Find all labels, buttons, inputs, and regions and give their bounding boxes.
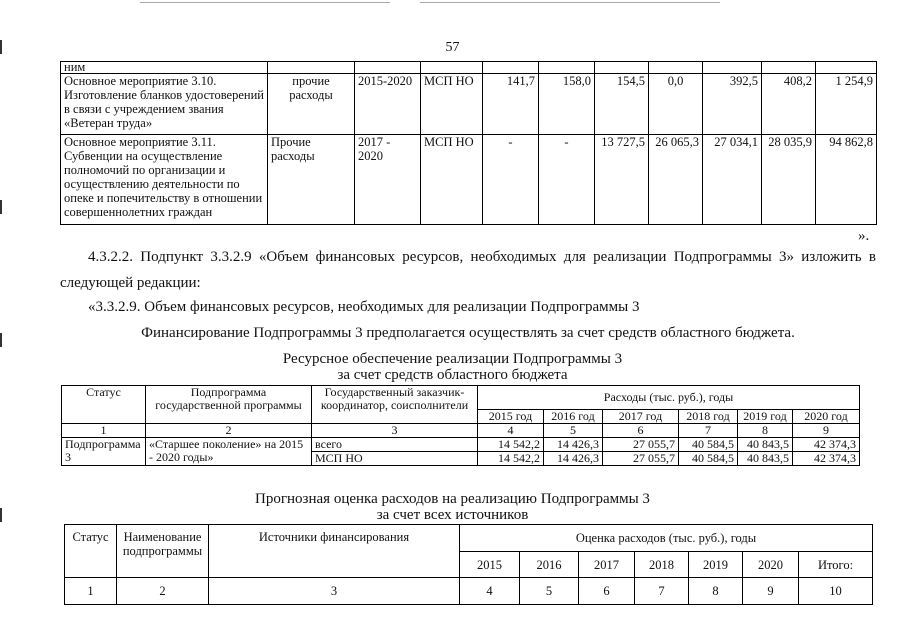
value-2016: 158,0 <box>539 74 595 135</box>
header-expenses: Расходы (тыс. руб.), годы <box>478 386 860 410</box>
value-total: 94 862,8 <box>816 135 877 225</box>
page-number: 57 <box>445 40 460 55</box>
expense-value: 14 542,2 <box>478 452 544 466</box>
expense-value: 40 584,5 <box>679 438 738 452</box>
header-year: 2019 год <box>738 410 793 424</box>
header-year: 2019 <box>689 552 743 578</box>
header-total: Итого: <box>799 552 873 578</box>
expense-value: 14 426,3 <box>544 452 603 466</box>
column-number: 1 <box>62 424 146 438</box>
header-year: 2017 <box>579 552 635 578</box>
header-year: 2020 год <box>793 410 860 424</box>
paragraph-section-title: «3.3.2.9. Объем финансовых ресурсов, необходимых для реализации Подпрограммы 3 <box>88 299 640 315</box>
column-number: 8 <box>738 424 793 438</box>
executor: МСП НО <box>421 74 483 135</box>
table2-caption: Ресурсное обеспечение реализации Подпрограммы 3 <box>282 351 623 367</box>
header-sources: Источники финансирования <box>209 525 460 578</box>
expense-value: 40 584,5 <box>679 452 738 466</box>
value-2017: 154,5 <box>595 74 649 135</box>
header-year: 2015 <box>460 552 520 578</box>
column-number: 1 <box>65 578 117 605</box>
table-numbering-row <box>62 424 860 438</box>
scan-margin-mark <box>0 200 2 214</box>
table3-caption-sub: за счет всех источников <box>376 507 529 523</box>
scan-top-rule <box>140 2 390 3</box>
value-total: 1 254,9 <box>816 74 877 135</box>
header-year: 2016 <box>520 552 579 578</box>
header-status: Статус <box>62 386 146 424</box>
period: 2017 - 2020 <box>355 135 421 225</box>
header-year: 2015 год <box>478 410 544 424</box>
activities-table <box>60 61 877 225</box>
expense-type: Прочие расходы <box>268 135 355 225</box>
value-2018: 0,0 <box>649 74 703 135</box>
forecast-table <box>64 524 873 605</box>
scan-top-rule <box>420 2 720 3</box>
column-number: 7 <box>679 424 738 438</box>
closing-quote: ». <box>858 228 870 244</box>
column-number: 9 <box>793 424 860 438</box>
customer-cell: МСП НО <box>312 452 478 466</box>
table-header-row <box>65 525 873 552</box>
header-year: 2017 год <box>603 410 679 424</box>
program-cell: «Старшее поколение» на 2015 - 2020 годы» <box>146 438 312 466</box>
expense-value: 27 055,7 <box>603 452 679 466</box>
column-number: 6 <box>603 424 679 438</box>
value-2017: 13 727,5 <box>595 135 649 225</box>
header-estimate: Оценка расходов (тыс. руб.), годы <box>460 525 873 552</box>
expense-value: 27 055,7 <box>603 438 679 452</box>
expense-value: 42 374,3 <box>793 452 860 466</box>
continuation-text: ним <box>61 62 268 74</box>
value-2016: - <box>539 135 595 225</box>
column-number: 2 <box>146 424 312 438</box>
expense-value: 42 374,3 <box>793 438 860 452</box>
table2-caption-sub: за счет средств областного бюджета <box>337 367 568 383</box>
value-2018: 26 065,3 <box>649 135 703 225</box>
value-2015: 141,7 <box>483 74 539 135</box>
column-number: 5 <box>544 424 603 438</box>
expense-value: 40 843,5 <box>738 452 793 466</box>
table3-caption: Прогнозная оценка расходов на реализацию Подпрограммы 3 <box>255 491 650 507</box>
table-row <box>61 74 877 135</box>
table-numbering-row <box>65 578 873 605</box>
header-year: 2018 <box>635 552 689 578</box>
column-number: 2 <box>117 578 209 605</box>
column-number: 4 <box>460 578 520 605</box>
expense-value: 40 843,5 <box>738 438 793 452</box>
value-2019: 27 034,1 <box>703 135 762 225</box>
header-year: 2020 <box>743 552 799 578</box>
value-2020: 28 035,9 <box>762 135 816 225</box>
status-cell: Подпрограмма 3 <box>62 438 146 466</box>
customer-cell: всего <box>312 438 478 452</box>
table-header-row <box>62 386 860 410</box>
value-2015: - <box>483 135 539 225</box>
header-year: 2016 год <box>544 410 603 424</box>
header-year: 2018 год <box>679 410 738 424</box>
paragraph-financing: Финансирование Подпрограммы 3 предполагается осуществлять за счет средств областного бюджета. <box>141 325 795 341</box>
table-row <box>61 62 877 74</box>
activity-name: Основное мероприятие 3.11. Субвенции на осуществление полномочий по организации и осуществлению деятельности по опеке и попечительству в отношении совершеннолетних граждан <box>61 135 268 225</box>
expense-value: 14 426,3 <box>544 438 603 452</box>
column-number: 5 <box>520 578 579 605</box>
resource-table <box>61 385 860 466</box>
activity-name: Основное мероприятие 3.10. Изготовление бланков удостоверений в связи с учреждением звания «Ветеран труда» <box>61 74 268 135</box>
header-name: Наименование подпрограммы <box>117 525 209 578</box>
column-number: 8 <box>689 578 743 605</box>
expense-type: прочие расходы <box>268 74 355 135</box>
header-customer: Государственный заказчик-координатор, соисполнители <box>312 386 478 424</box>
expense-value: 14 542,2 <box>478 438 544 452</box>
header-status: Статус <box>65 525 117 578</box>
scan-margin-mark <box>0 333 2 347</box>
value-2019: 392,5 <box>703 74 762 135</box>
column-number: 9 <box>743 578 799 605</box>
period: 2015-2020 <box>355 74 421 135</box>
column-number: 3 <box>312 424 478 438</box>
column-number: 10 <box>799 578 873 605</box>
column-number: 4 <box>478 424 544 438</box>
column-number: 6 <box>579 578 635 605</box>
column-number: 7 <box>635 578 689 605</box>
value-2020: 408,2 <box>762 74 816 135</box>
table-row <box>61 135 877 225</box>
column-number: 3 <box>209 578 460 605</box>
executor: МСП НО <box>421 135 483 225</box>
header-program: Подпрограмма государственной программы <box>146 386 312 424</box>
table-row <box>62 438 860 452</box>
paragraph-amendment: 4.3.2.2. Подпункт 3.3.2.9 «Объем финансовых ресурсов, необходимых для реализации Подпрограммы 3» изложить в следующей редакции: <box>60 249 876 291</box>
